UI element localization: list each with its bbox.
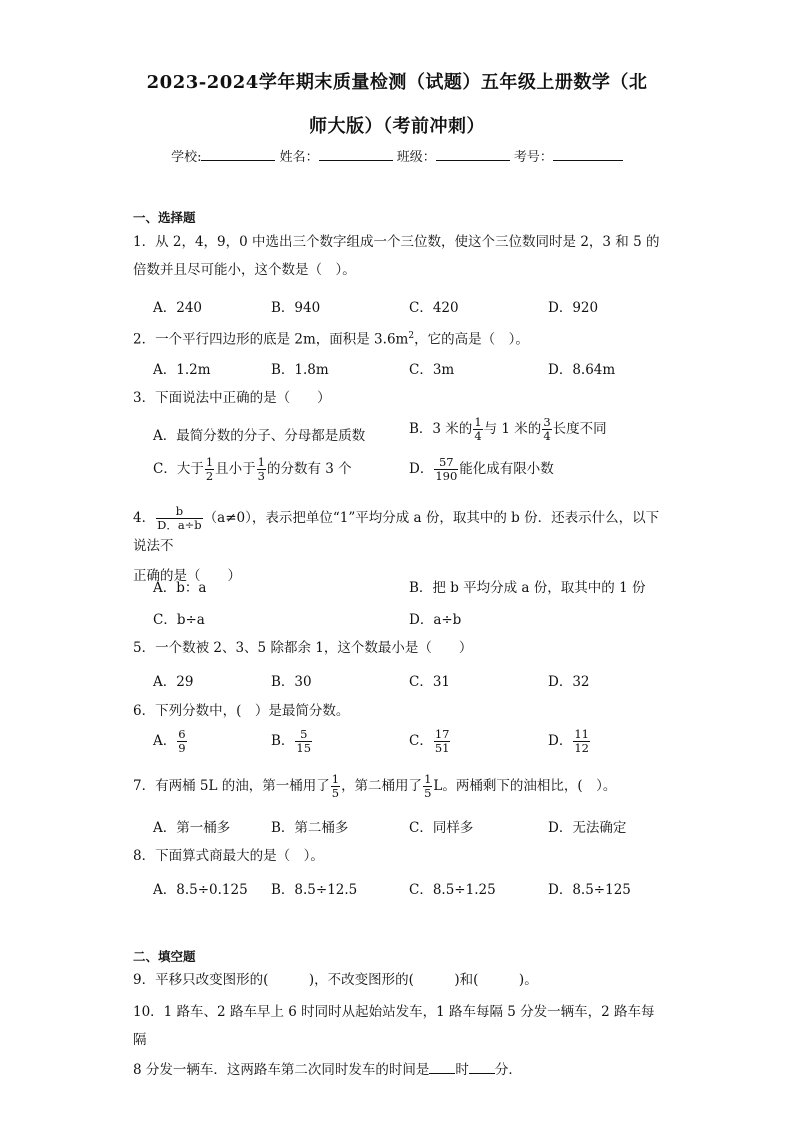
q2-option-b[interactable]: B．1.8m bbox=[271, 362, 329, 378]
q7-fraction-2 bbox=[423, 773, 432, 800]
question-7-text: 7．有两桶 5L 的油，第一桶用了 bbox=[133, 778, 330, 794]
q6-a-label: A． bbox=[153, 733, 177, 749]
minute-unit: 分． bbox=[494, 1062, 522, 1078]
q5-option-d[interactable]: D．32 bbox=[548, 674, 590, 690]
frac-numerator: 3 bbox=[543, 415, 551, 429]
question-2-text-end: ，它的高是（ ）。 bbox=[414, 331, 529, 348]
question-4-line1 bbox=[133, 504, 663, 560]
frac-numerator: 57 bbox=[434, 456, 458, 470]
q7-fraction-1 bbox=[331, 773, 340, 800]
q3-option-b[interactable] bbox=[409, 416, 607, 443]
q3-option-a[interactable]: A．最简分数的分子、分母都是质数 bbox=[153, 428, 366, 444]
frac-denominator: 51 bbox=[434, 741, 450, 755]
frac-denominator: 2 bbox=[205, 469, 214, 483]
frac-denominator: 5 bbox=[424, 786, 432, 800]
question-5: 5．一个数被 2、3、5 除都余 1，这个数最小是（ ） bbox=[133, 640, 473, 656]
q2-option-c[interactable]: C．3m bbox=[409, 362, 455, 378]
hour-unit: 时 bbox=[455, 1062, 469, 1078]
class-label: 班级： bbox=[396, 150, 436, 165]
q5-option-a[interactable]: A．29 bbox=[153, 674, 194, 690]
q2-option-d[interactable]: D．8.64m bbox=[548, 362, 616, 378]
name-blank[interactable] bbox=[319, 148, 393, 161]
q6-option-b[interactable] bbox=[271, 728, 313, 755]
frac-numerator: 11 bbox=[574, 727, 589, 741]
q6-b-fraction bbox=[295, 728, 312, 755]
question-7 bbox=[133, 772, 663, 800]
question-4-options-row1 bbox=[153, 576, 673, 606]
q4-fraction bbox=[156, 505, 203, 532]
q6-option-c[interactable] bbox=[409, 728, 451, 755]
q3-option-c[interactable] bbox=[153, 456, 352, 483]
frac-denominator: 15 bbox=[296, 741, 312, 755]
question-10 bbox=[133, 998, 663, 1084]
q3-b-text: B．3 米的 bbox=[409, 421, 473, 437]
question-3: 3．下面说法中正确的是（ ） bbox=[133, 390, 331, 406]
q6-a-fraction bbox=[177, 728, 186, 755]
q3-b-fraction-1 bbox=[473, 416, 482, 443]
frac-numerator: 1 bbox=[424, 772, 432, 786]
question-2-text: 2．一个平行四边形的底是 2m，面积是 3.6m bbox=[133, 331, 409, 348]
q3-b-text-mid: 与 1 米的 bbox=[483, 421, 542, 437]
frac-denominator: 4 bbox=[474, 429, 482, 443]
question-4-text: （a≠0），表示把单位“1”平均分成 a 份，取其中的 b 份．还表示什么，以下说法不 bbox=[133, 510, 660, 554]
question-10-text: 8 分发一辆车．这两路车第二次同时发车的时间是 bbox=[133, 1062, 430, 1078]
q4-option-d[interactable]: D．a÷b bbox=[409, 612, 462, 628]
q6-b-label: B． bbox=[271, 733, 295, 749]
q1-option-d[interactable]: D．920 bbox=[548, 300, 599, 316]
question-6: 6．下列分数中，( ）是最简分数。 bbox=[133, 703, 350, 719]
q4-option-b[interactable]: B．把 b 平均分成 a 份，取其中的 1 份 bbox=[409, 580, 646, 596]
exam-title-line1: 2023-2024学年期末质量检测（试题）五年级上册数学（北 bbox=[146, 72, 648, 93]
frac-denominator: 4 bbox=[543, 429, 551, 443]
question-3-options-row1 bbox=[153, 416, 673, 452]
q3-d-text-end: 能化成有限小数 bbox=[459, 461, 554, 477]
class-blank[interactable] bbox=[436, 148, 510, 161]
q3-b-text-end: 长度不同 bbox=[552, 421, 607, 437]
q3-c-text-end: 的分数有 3 个 bbox=[267, 461, 352, 477]
frac-denominator: D．a÷b bbox=[157, 518, 202, 532]
question-7-text-mid: ，第二桶用了 bbox=[341, 778, 423, 794]
question-6-options bbox=[153, 728, 673, 766]
school-label: 学校: bbox=[171, 150, 202, 165]
frac-numerator: 1 bbox=[257, 455, 265, 469]
frac-denominator: 3 bbox=[257, 469, 265, 483]
q6-c-label: C． bbox=[409, 733, 433, 749]
q7-option-a[interactable]: A．第一桶多 bbox=[153, 820, 231, 836]
q6-c-fraction bbox=[434, 728, 451, 755]
q3-c-fraction-2 bbox=[257, 456, 266, 483]
q1-option-c[interactable]: C．420 bbox=[409, 300, 459, 316]
question-4-number: 4． bbox=[133, 510, 156, 526]
number-label: 考号： bbox=[513, 150, 553, 165]
question-2-superscript: 2 bbox=[408, 331, 415, 341]
q5-option-c[interactable]: C．31 bbox=[409, 674, 451, 690]
q3-d-text: D． bbox=[409, 461, 434, 477]
section-title-fill-blank: 二、填空题 bbox=[133, 949, 196, 964]
frac-numerator: 6 bbox=[178, 727, 186, 741]
question-4-line2: 正确的是（ ） bbox=[133, 568, 241, 584]
frac-denominator: 12 bbox=[574, 741, 589, 755]
minute-blank[interactable] bbox=[469, 1061, 495, 1074]
q5-option-b[interactable]: B．30 bbox=[271, 674, 312, 690]
question-9: 9．平移只改变图形的( )，不改变图形的( )和( )。 bbox=[133, 972, 538, 988]
q3-b-fraction-2 bbox=[542, 416, 551, 443]
frac-denominator: 190 bbox=[435, 469, 458, 483]
question-1-line1: 1．从 2，4，9，0 中选出三个数字组成一个三位数，使这个三位数同时是 2，3 和 5 的 bbox=[133, 234, 660, 250]
frac-numerator: 5 bbox=[295, 728, 312, 742]
question-1-line2: 倍数并且尽可能小，这个数是（ ）。 bbox=[133, 262, 356, 278]
student-info-line bbox=[0, 146, 794, 165]
frac-numerator: 17 bbox=[434, 727, 450, 741]
number-blank[interactable] bbox=[553, 148, 623, 161]
q6-option-d[interactable] bbox=[548, 728, 591, 755]
q7-option-c[interactable]: C．同样多 bbox=[409, 820, 474, 836]
hour-blank[interactable] bbox=[429, 1061, 455, 1074]
frac-numerator: b bbox=[156, 505, 203, 519]
q8-option-a[interactable]: A．8.5÷0.125 bbox=[153, 882, 248, 898]
q7-option-b[interactable]: B．第二桶多 bbox=[271, 820, 349, 836]
school-blank[interactable] bbox=[201, 148, 275, 161]
q8-option-b[interactable]: B．8.5÷12.5 bbox=[271, 882, 358, 898]
q3-c-text-mid: 且小于 bbox=[215, 461, 256, 477]
q7-option-d[interactable]: D．无法确定 bbox=[548, 820, 627, 836]
q8-option-c[interactable]: C．8.5÷1.25 bbox=[409, 882, 496, 898]
q1-option-a[interactable]: A．240 bbox=[153, 300, 203, 316]
q6-option-a[interactable] bbox=[153, 728, 188, 755]
q4-option-a[interactable]: A．b：a bbox=[153, 580, 207, 596]
name-label: 姓名： bbox=[279, 150, 319, 165]
q1-option-b[interactable]: B．940 bbox=[271, 300, 321, 316]
question-1 bbox=[133, 228, 663, 284]
q4-option-c[interactable]: C．b÷a bbox=[153, 612, 205, 628]
q6-d-label: D． bbox=[548, 733, 573, 749]
frac-numerator: 1 bbox=[331, 772, 340, 786]
question-7-text-end: L。两桶剩下的油相比，( ）。 bbox=[433, 778, 617, 794]
q8-option-d[interactable]: D．8.5÷125 bbox=[548, 882, 631, 898]
question-8: 8．下面算式商最大的是（ ）。 bbox=[133, 848, 324, 864]
q3-option-d[interactable] bbox=[409, 456, 554, 483]
question-5-options bbox=[153, 670, 673, 700]
question-2 bbox=[133, 322, 663, 354]
q6-d-fraction bbox=[573, 728, 590, 755]
frac-denominator: 5 bbox=[331, 786, 340, 800]
question-10-line2 bbox=[133, 1056, 663, 1084]
frac-numerator: 1 bbox=[205, 455, 214, 469]
frac-numerator: 1 bbox=[474, 415, 482, 429]
q3-c-fraction-1 bbox=[205, 456, 214, 483]
question-10-line1: 10．1 路车、2 路车早上 6 时同时从起始站发车，1 路车每隔 5 分发一辆车，2 路车每隔 bbox=[133, 1004, 655, 1048]
question-8-options bbox=[153, 878, 673, 908]
question-3-options-row2 bbox=[153, 456, 673, 492]
q2-option-a[interactable]: A．1.2m bbox=[153, 362, 211, 378]
exam-title-line2: 师大版）（考前冲刺） bbox=[309, 116, 485, 137]
q3-d-fraction bbox=[434, 456, 458, 483]
section-title-choice: 一、选择题 bbox=[133, 210, 196, 225]
q3-c-text: C．大于 bbox=[153, 461, 204, 477]
frac-denominator: 9 bbox=[178, 741, 186, 755]
